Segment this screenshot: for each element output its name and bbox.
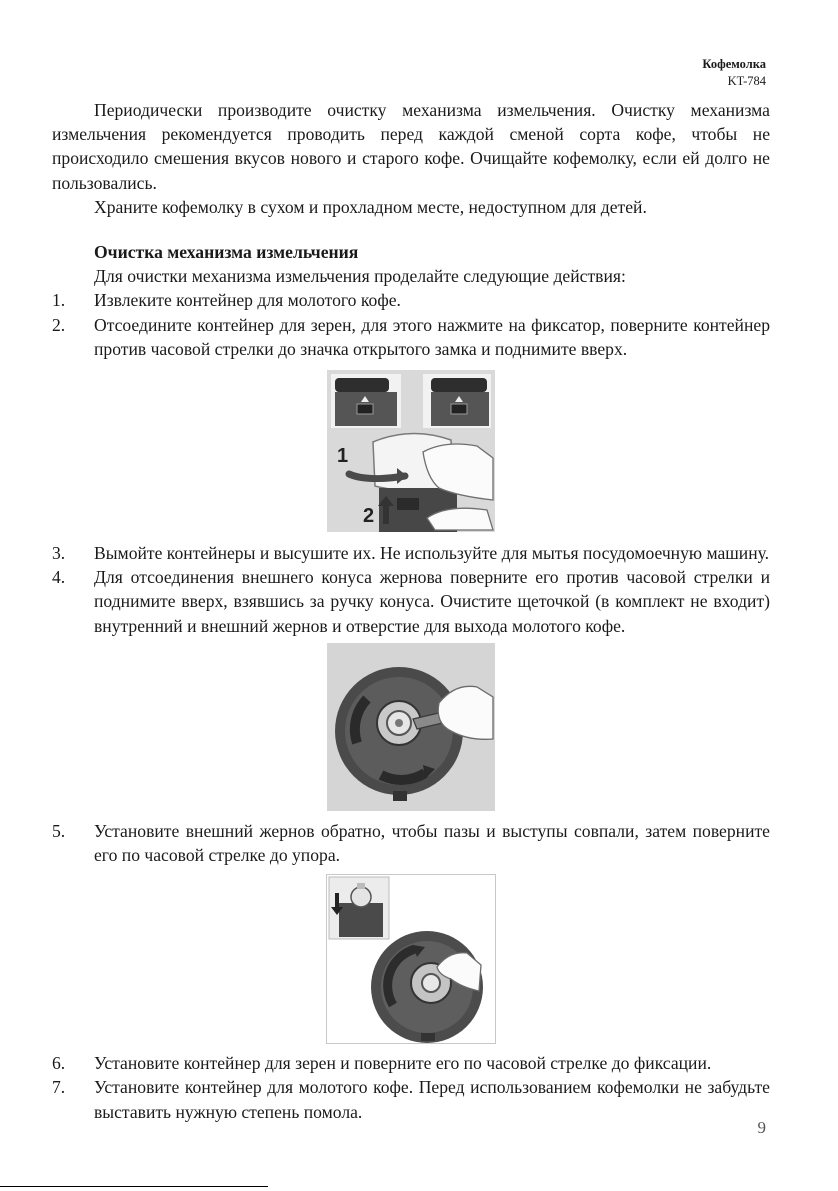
step-text: Извлеките контейнер для молотого кофе. (94, 290, 401, 311)
step-label-1: 1 (337, 445, 349, 468)
list-item (52, 541, 770, 565)
list-item (52, 313, 770, 361)
figure-remove-outer-burr (327, 643, 495, 811)
step-text: Отсоедините контейнер для зерен, для этого нажмите на фиксатор, поверните контейнер против часовой стрелки до значка открытого замка и поднимите вверх. (94, 314, 770, 359)
list-item (52, 819, 770, 867)
step-number: 6. (52, 1053, 66, 1074)
steps-list (52, 288, 770, 361)
page-content (52, 98, 770, 1124)
step-number: 5. (52, 820, 66, 841)
list-item (52, 288, 770, 312)
header-product: Кофемолка (702, 57, 766, 71)
step-text: Для отсоединения внешнего конуса жернова поверните его против часовой стрелки и поднимите вверх, взявшись за ручку конуса. Очистите щеточкой (в комплект не входит) внутренний и внешний жернов и отверстие для выхода молотого кофе. (94, 567, 770, 636)
step-text: Установите контейнер для зерен и поверните его по часовой стрелке до фиксации. (94, 1053, 712, 1074)
step-number: 1. (52, 290, 66, 311)
page-header (702, 56, 766, 90)
step-number: 3. (52, 543, 66, 564)
figure-remove-bean-container (327, 370, 495, 532)
step-label-2: 2 (363, 505, 375, 528)
list-item (52, 565, 770, 638)
install-burr-illustration (327, 875, 495, 1043)
steps-list (52, 541, 770, 638)
steps-list (52, 1051, 770, 1124)
step-text: Установите внешний жернов обратно, чтобы пазы и выступы совпали, затем поверните его по часовой стрелке до упора. (94, 820, 770, 866)
section-title: Очистка механизма измельчения (94, 242, 359, 263)
list-item (52, 1051, 770, 1075)
step-number: 4. (52, 567, 66, 588)
step-text: Вымойте контейнеры и высушите их. Не используйте для мытья посудомоечную машину. (94, 543, 770, 564)
step-number: 2. (52, 314, 66, 335)
intro-paragraph-1: Периодически производите очистку механизма измельчения. Очистку механизма измельчения рекомендуется проводить перед каждой сменой сорта кофе, чтобы не происходило смешения вкусов нового и старого кофе. Очищайте кофемолку, если ей долго не пользовались. (52, 100, 770, 193)
intro-paragraph-2: Храните кофемолку в сухом и прохладном месте, недоступном для детей. (94, 196, 647, 217)
list-item (52, 1075, 770, 1123)
footer-rule (0, 1186, 268, 1187)
header-model: KT-784 (727, 74, 766, 88)
outer-burr-illustration (327, 643, 495, 811)
figure-install-outer-burr (326, 874, 496, 1044)
step-number: 7. (52, 1077, 66, 1098)
grinder-container-illustration (327, 370, 495, 532)
section-lead: Для очистки механизма измельчения проделайте следующие действия: (94, 266, 626, 287)
page-number: 9 (757, 1118, 766, 1137)
steps-list (52, 819, 770, 867)
step-text: Установите контейнер для молотого кофе. Перед использованием кофемолки не забудьте выставить нужную степень помола. (94, 1077, 770, 1122)
